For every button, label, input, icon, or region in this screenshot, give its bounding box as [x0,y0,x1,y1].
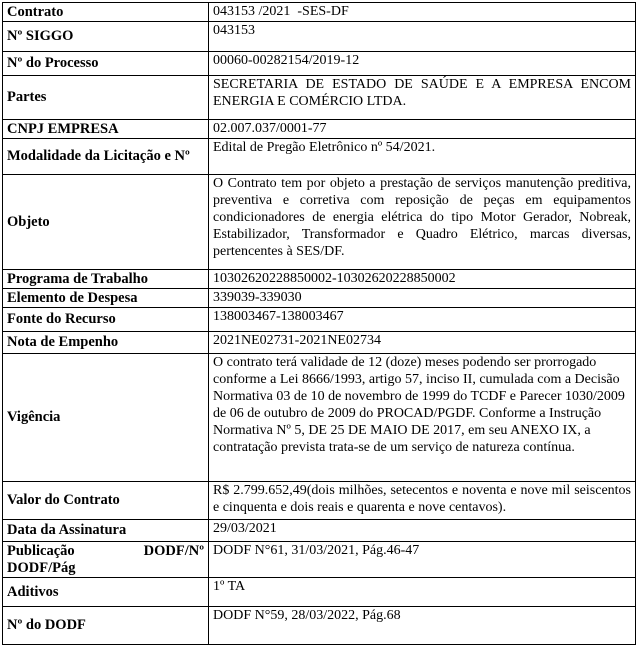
row-value: O Contrato tem por objeto a prestação de serviços manutenção preditiva, preventiva e corretiva com reposição de peças em equipamentos condicionadores de energia elétrica do tipo Motor Gerador, Nobreak, Estabilizador, Transformador e Quadro Elétrico, marcas diversas, pertencentes à SES/DF. [209,175,636,270]
row-value: 10302620228850002-10302620228850002 [209,270,636,289]
row-value: 138003467-138003467 [209,308,636,332]
row-value: O contrato terá validade de 12 (doze) meses podendo ser prorrogado conforme a Lei 8666/1993, artigo 57, inciso II, cumulada com a Decisão Normativa 03 de 10 de novembro de 1999 do TCDF e Parecer 1030/2009 de 06 de outubro de 2009 do PROCAD/PGDF. Conforme a Instrução Normativa Nº 5, DE 25 DE MAIO DE 2017, em seu ANEXO IX, a contratação prevista trata-se de um serviço de natureza contínua. [209,354,636,482]
table-row [3,76,636,120]
contract-table [2,2,636,645]
row-value: 00060-00282154/2019-12 [209,52,636,76]
row-label: CNPJ EMPRESA [3,120,209,139]
table-row [3,520,636,542]
contract-summary [2,2,635,645]
table-row [3,607,636,645]
row-value: DODF N°61, 31/03/2021, Pág.46-47 [209,542,636,578]
row-value: 043153 /2021 -SES-DF [209,3,636,22]
table-row [3,120,636,139]
row-label: Nota de Empenho [3,332,209,354]
row-label: Nº SIGGO [3,22,209,52]
table-row [3,139,636,175]
label-line [7,543,204,560]
row-value: R$ 2.799.652,49(dois milhões, setecentos e noventa e nove mil seiscentos e cinquenta e dois reais e quarenta e nove centavos). [209,482,636,520]
row-label: Nº do Processo [3,52,209,76]
label-part: Publicação [7,542,75,559]
table-row [3,308,636,332]
row-label: Data da Assinatura [3,520,209,542]
row-label: Vigência [3,354,209,482]
row-label: Aditivos [3,578,209,607]
row-value: 02.007.037/0001-77 [209,120,636,139]
table-row [3,22,636,52]
row-label: Objeto [3,175,209,270]
table-row [3,289,636,308]
row-value: 043153 [209,22,636,52]
row-value: DODF N°59, 28/03/2022, Pág.68 [209,607,636,645]
row-value: 1º TA [209,578,636,607]
row-value: SECRETARIA DE ESTADO DE SAÚDE E A EMPRESA ENCOM ENERGIA E COMÉRCIO LTDA. [209,76,636,120]
row-value: 29/03/2021 [209,520,636,542]
table-row [3,3,636,22]
row-value: 339039-339030 [209,289,636,308]
label-part: DODF/Pág [7,559,76,576]
row-label: Partes [3,76,209,120]
table-row [3,578,636,607]
row-label: Modalidade da Licitação e Nº [3,139,209,175]
row-label: Valor do Contrato [3,482,209,520]
table-row [3,542,636,578]
table-row [3,52,636,76]
row-label: Elemento de Despesa [3,289,209,308]
row-label: Programa de Trabalho [3,270,209,289]
table-row [3,332,636,354]
table-row [3,175,636,270]
table-row [3,354,636,482]
row-label: Nº do DODF [3,607,209,645]
row-label: Contrato [3,3,209,22]
row-value: Edital de Pregão Eletrônico nº 54/2021. [209,139,636,175]
row-value: 2021NE02731-2021NE02734 [209,332,636,354]
label-part: DODF/Nº [143,542,204,559]
table-row [3,482,636,520]
row-label [3,542,209,578]
row-label: Fonte do Recurso [3,308,209,332]
table-row [3,270,636,289]
